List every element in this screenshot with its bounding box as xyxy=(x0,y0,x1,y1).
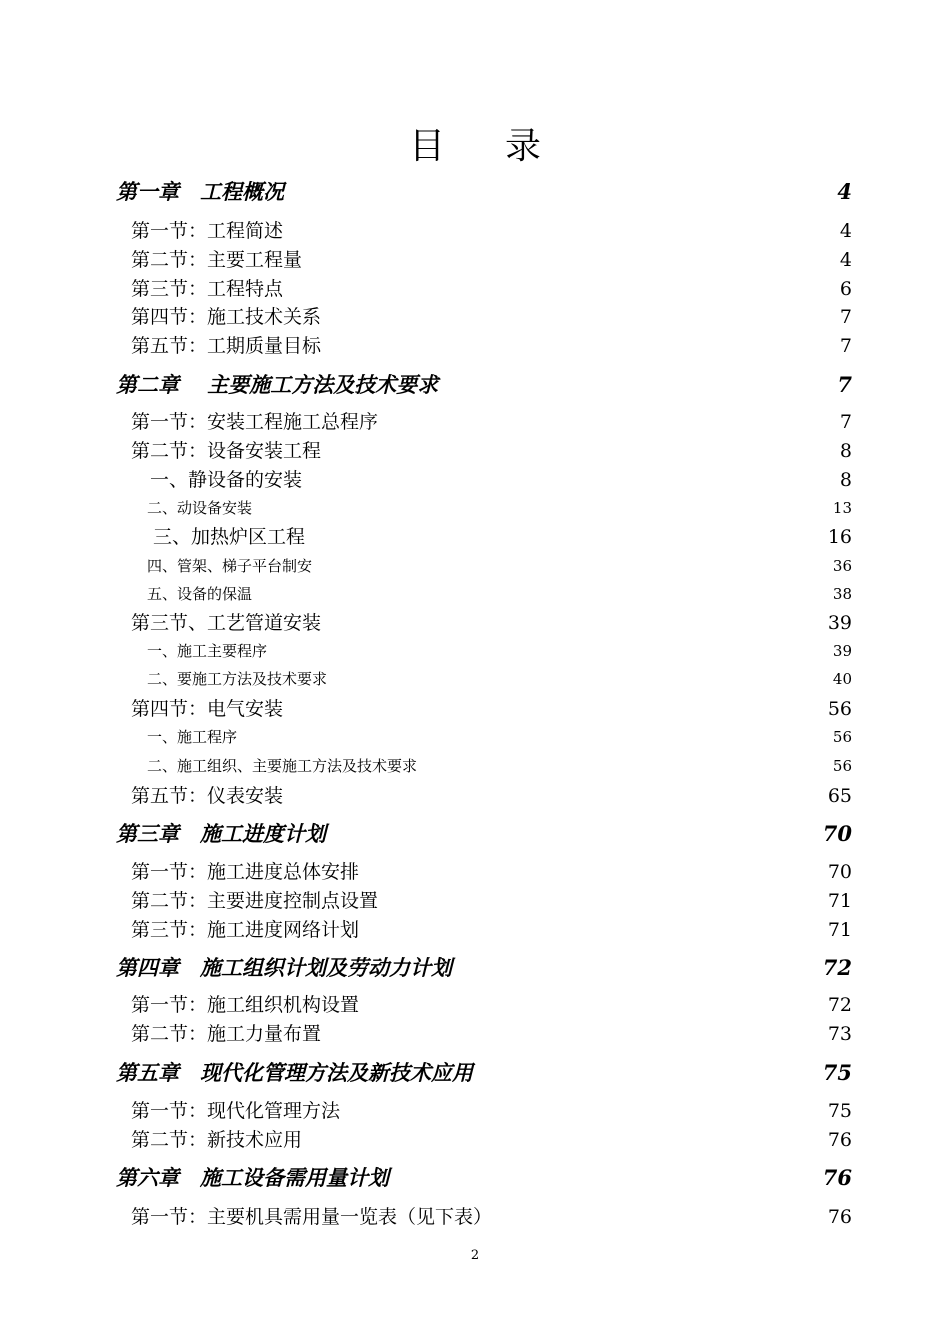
toc-chapter-4[interactable] xyxy=(116,952,852,982)
toc-entry-label: 第一节：安装工程施工总程序 xyxy=(131,411,379,433)
toc-entry-label: 第一节：现代化管理方法 xyxy=(131,1100,341,1122)
toc-entry-page: 72 xyxy=(822,955,852,980)
toc-chapter-1[interactable] xyxy=(116,176,852,206)
toc-title-char-2: 录 xyxy=(505,126,542,167)
toc-subsection[interactable] xyxy=(147,583,852,604)
toc-section[interactable] xyxy=(131,857,852,884)
toc-subsection[interactable] xyxy=(150,465,852,492)
toc-entry-label: 第五章 现代化管理方法及新技术应用 xyxy=(116,1060,473,1085)
toc-entry-page: 70 xyxy=(827,861,852,883)
toc-entry-label: 第二节：设备安装工程 xyxy=(131,440,322,462)
toc-chapter-5[interactable] xyxy=(116,1057,852,1087)
toc-entry-label: 第二节：新技术应用 xyxy=(131,1129,303,1151)
toc-entry-page: 56 xyxy=(832,728,852,746)
toc-entry-page: 7 xyxy=(839,335,852,357)
toc-entry-label: 第四章 施工组织计划及劳动力计划 xyxy=(116,955,452,980)
toc-entry-page: 13 xyxy=(832,499,852,517)
toc-entry-label: 三、加热炉区工程 xyxy=(153,526,306,548)
toc-entry-label: 第四节：电气安装 xyxy=(131,698,284,720)
toc-entry-page: 16 xyxy=(827,526,852,548)
toc-section[interactable] xyxy=(131,274,852,301)
toc-chapter-6[interactable] xyxy=(116,1162,852,1192)
toc-entry-label: 二、动设备安装 xyxy=(147,499,253,517)
toc-section[interactable] xyxy=(131,1202,852,1229)
toc-entry-page: 8 xyxy=(839,440,852,462)
toc-entry-label: 第一节：主要机具需用量一览表（见下表） xyxy=(131,1206,493,1228)
toc-entry-page: 71 xyxy=(827,919,852,941)
toc-title-char-1: 目 xyxy=(408,126,445,167)
toc-section[interactable] xyxy=(131,915,852,942)
toc-entry-page: 4 xyxy=(837,179,852,204)
toc-section[interactable] xyxy=(131,302,852,329)
toc-section[interactable] xyxy=(131,407,852,434)
toc-entry-label: 第三节：施工进度网络计划 xyxy=(131,919,360,941)
toc-subsection[interactable] xyxy=(147,640,852,661)
toc-entry-page: 39 xyxy=(832,642,852,660)
toc-entry-page: 38 xyxy=(832,585,852,603)
toc-entry-label: 一、施工程序 xyxy=(147,728,238,746)
toc-entry-label: 二、要施工方法及技术要求 xyxy=(147,670,328,688)
toc-chapter-2[interactable] xyxy=(116,369,852,399)
toc-entry-page: 4 xyxy=(839,249,852,271)
toc-entry-page: 76 xyxy=(827,1129,852,1151)
toc-entry-label: 第三节：工程特点 xyxy=(131,278,284,300)
toc-entry-label: 第一节：施工组织机构设置 xyxy=(131,994,360,1016)
toc-entry-label: 第五节：仪表安装 xyxy=(131,785,284,807)
toc-section[interactable] xyxy=(131,436,852,463)
toc-entry-page: 65 xyxy=(827,785,852,807)
toc-section[interactable] xyxy=(131,781,852,808)
toc-entry-label: 第一节：施工进度总体安排 xyxy=(131,861,360,883)
toc-entry-page: 75 xyxy=(827,1100,852,1122)
toc-entry-label: 第四节：施工技术关系 xyxy=(131,306,322,328)
toc-section[interactable] xyxy=(131,886,852,913)
toc-entry-page: 8 xyxy=(839,469,852,491)
toc-entry-page: 4 xyxy=(839,220,852,242)
toc-entry-page: 7 xyxy=(837,372,852,397)
toc-entry-label: 第一节：工程简述 xyxy=(131,220,284,242)
toc-entry-label: 二、施工组织、主要施工方法及技术要求 xyxy=(147,757,418,775)
toc-entry-label: 第二节：主要工程量 xyxy=(131,249,303,271)
toc-entry-page: 40 xyxy=(832,670,852,688)
toc-entry-label: 第三节、工艺管道安装 xyxy=(131,612,322,634)
toc-entry-label: 一、施工主要程序 xyxy=(147,642,268,660)
toc-section[interactable] xyxy=(131,216,852,243)
toc-entry-label: 第二节：主要进度控制点设置 xyxy=(131,890,379,912)
toc-section[interactable] xyxy=(131,1125,852,1152)
toc-section[interactable] xyxy=(131,694,852,721)
toc-section[interactable] xyxy=(131,331,852,358)
toc-entry-label: 第一章 工程概况 xyxy=(116,179,284,204)
toc-entry-page: 72 xyxy=(827,994,852,1016)
toc-subsection[interactable] xyxy=(147,497,852,518)
toc-entry-label: 五、设备的保温 xyxy=(147,585,253,603)
toc-entry-page: 70 xyxy=(822,821,852,846)
toc-entry-label: 第二节：施工力量布置 xyxy=(131,1023,322,1045)
toc-entry-page: 75 xyxy=(822,1060,852,1085)
toc-section[interactable] xyxy=(131,608,852,635)
toc-entry-page: 71 xyxy=(827,890,852,912)
toc-subsection[interactable] xyxy=(147,668,852,689)
toc-entry-label: 第二章 主要施工方法及技术要求 xyxy=(116,372,439,397)
toc-entry-page: 39 xyxy=(827,612,852,634)
toc-entry-page: 7 xyxy=(839,411,852,433)
toc-entry-page: 7 xyxy=(839,306,852,328)
toc-entry-label: 一、静设备的安装 xyxy=(150,469,303,491)
toc-entry-page: 6 xyxy=(839,278,852,300)
toc-entry-page: 56 xyxy=(827,698,852,720)
toc-section[interactable] xyxy=(131,1019,852,1046)
toc-section[interactable] xyxy=(131,1096,852,1123)
toc-entry-page: 76 xyxy=(822,1165,852,1190)
toc-entry-page: 36 xyxy=(832,557,852,575)
toc-entry-label: 第三章 施工进度计划 xyxy=(116,821,326,846)
toc-subsection[interactable] xyxy=(153,522,852,549)
toc-entry-label: 第六章 施工设备需用量计划 xyxy=(116,1165,389,1190)
toc-subsection[interactable] xyxy=(147,726,852,747)
toc-entry-page: 56 xyxy=(832,757,852,775)
toc-section[interactable] xyxy=(131,245,852,272)
toc-subsection[interactable] xyxy=(147,755,852,776)
toc-entry-label: 四、管架、梯子平台制安 xyxy=(147,557,313,575)
toc-entry-page: 73 xyxy=(827,1023,852,1045)
toc-entry-label: 第五节：工期质量目标 xyxy=(131,335,322,357)
toc-chapter-3[interactable] xyxy=(116,818,852,848)
page-number: 2 xyxy=(470,1248,480,1263)
toc-section[interactable] xyxy=(131,990,852,1017)
toc-subsection[interactable] xyxy=(147,555,852,576)
toc-entry-page: 76 xyxy=(827,1206,852,1228)
